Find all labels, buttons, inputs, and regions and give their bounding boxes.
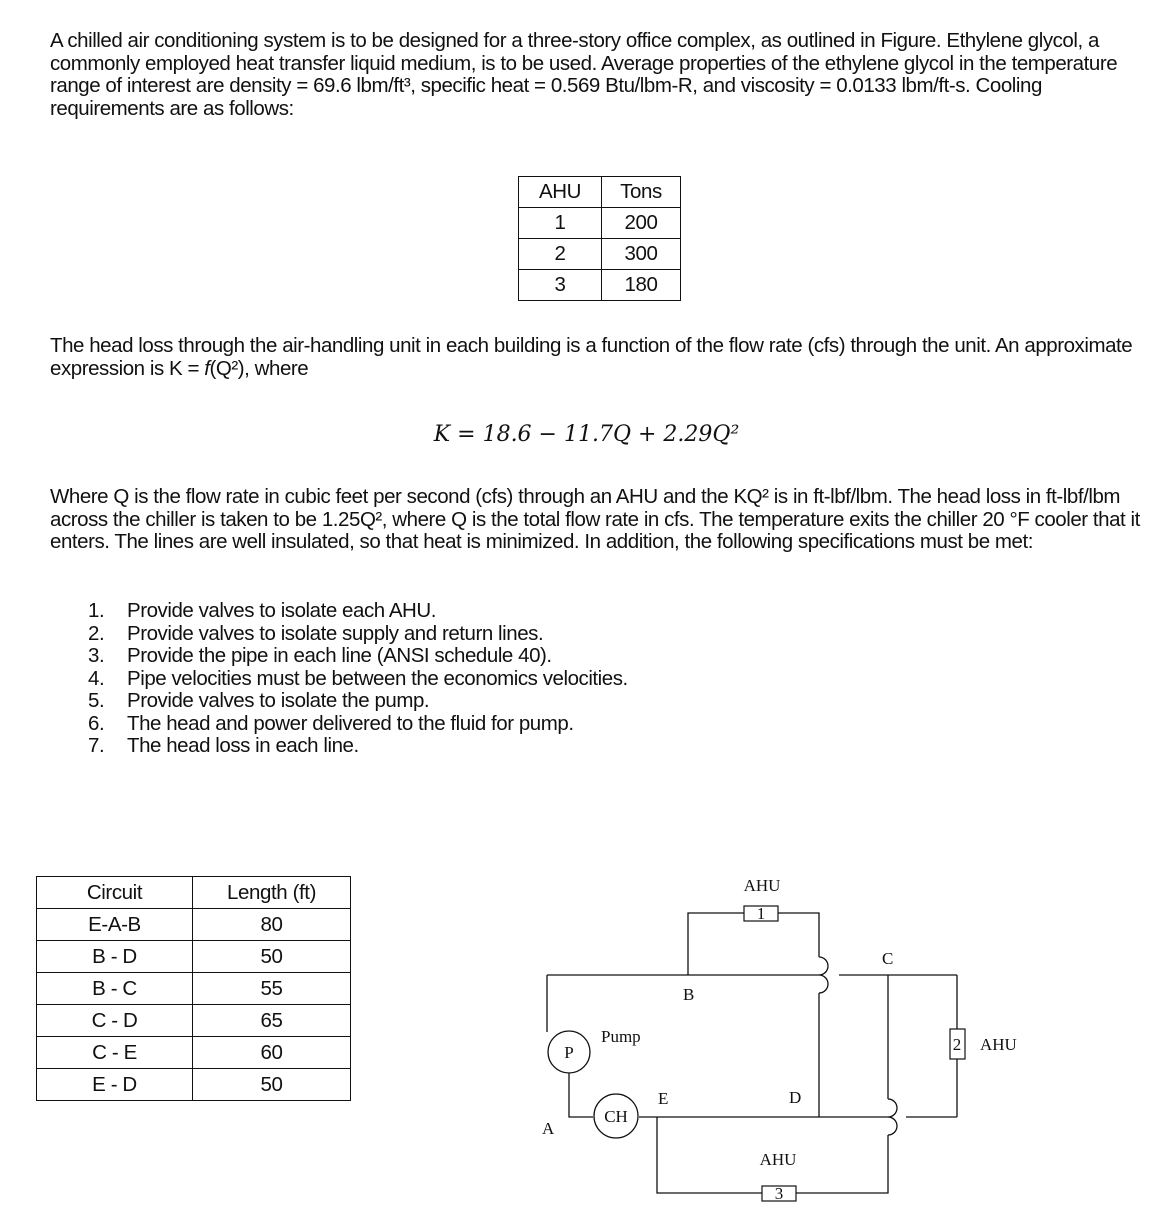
pump-label: Pump <box>601 1027 641 1046</box>
problem-intro: A chilled air conditioning system is to be designed for a three-story office complex, as outlined in Figure. Ethylene glycol, a commonly employed heat transfer liquid medium, is to be used. Average properties of the ethylene glycol in the temperature range of interest are density = 69.6 lbm/ft³, specific heat = 0.569 Btu/lbm-R, and viscosity = 0.0133 lbm/ft-s. Cooling requirements are as follows: <box>50 29 1118 120</box>
list-number: 1. <box>88 599 105 622</box>
list-text: Provide the pipe in each line (ANSI schedule 40). <box>127 644 552 667</box>
where-paragraph: Where Q is the flow rate in cubic feet per second (cfs) through an AHU and the KQ² is in ft-lbf/lbm. The head loss in ft-lbf/lbm across the chiller is taken to be 1.25Q², where Q is the total flow rate in cfs. The temperature exits the chiller 20 °F cooler that it enters. The lines are well insulated, so that heat is minimized. In addition, the following specifications must be met: <box>50 485 1140 553</box>
list-item <box>50 623 628 646</box>
table-cell: 65 <box>193 1005 351 1037</box>
list-item <box>50 668 628 691</box>
spec-list <box>50 600 628 758</box>
ahu3-label: AHU <box>759 1150 797 1169</box>
ahu1-label: AHU <box>743 876 781 895</box>
list-number: 3. <box>88 644 105 667</box>
column-header: Length (ft) <box>193 877 351 909</box>
list-number: 6. <box>88 711 105 735</box>
list-item <box>50 713 628 736</box>
list-text: The head loss in each line. <box>127 734 359 757</box>
head-loss-equation: K = 18.6 − 11.7Q + 2.29Q² <box>433 422 740 447</box>
pipe-lines <box>547 913 957 1193</box>
list-item <box>50 600 628 623</box>
node-d-label: D <box>789 1088 802 1107</box>
head-loss-text <box>50 335 1150 380</box>
table-cell: 1 <box>519 208 602 239</box>
node-b-label: B <box>683 985 695 1004</box>
table-cell: 50 <box>193 941 351 973</box>
head-loss-text-b: (Q²), where <box>209 356 309 380</box>
list-number: 4. <box>88 666 105 690</box>
list-text: Provide valves to isolate the pump. <box>127 689 430 712</box>
table-row <box>519 208 681 239</box>
list-text: Provide valves to isolate supply and return lines. <box>127 621 544 645</box>
node-c-label: C <box>882 949 894 968</box>
table-cell: E-A-B <box>37 909 193 941</box>
head-loss-text-a: The head loss through the air-handling unit in each building is a function of the flow rate (cfs) through the unit. An approximate expression is K = <box>50 334 1133 380</box>
table-row <box>519 239 681 270</box>
ahu1-loop <box>688 913 819 975</box>
function-symbol: f <box>204 356 210 380</box>
table-cell: 180 <box>602 270 681 301</box>
list-item <box>50 735 628 758</box>
crossover-hop <box>888 1099 897 1135</box>
table-cell: 50 <box>193 1069 351 1101</box>
ahu3-number: 3 <box>774 1184 784 1203</box>
table-row <box>519 270 681 301</box>
table-cell: C - E <box>37 1037 193 1069</box>
table-header-row <box>519 177 681 208</box>
ahu-table <box>518 176 681 301</box>
list-number: 2. <box>88 621 105 645</box>
list-number: 5. <box>88 689 105 712</box>
pump-discharge-line <box>569 1071 593 1117</box>
list-text: The head and power delivered to the fluid for pump. <box>127 711 574 735</box>
column-header: AHU <box>519 177 602 208</box>
piping-network-diagram <box>0 860 1173 1216</box>
chiller-letters: CH <box>604 1107 628 1126</box>
list-text: Provide valves to isolate each AHU. <box>127 599 436 622</box>
pump-letter: P <box>564 1043 574 1062</box>
list-item <box>50 645 628 668</box>
crossover-hop <box>819 957 828 993</box>
table-cell: 3 <box>519 270 602 301</box>
ahu2-label: AHU <box>980 1035 1017 1054</box>
table-cell: B - C <box>37 973 193 1005</box>
ahu2-number: 2 <box>952 1035 962 1054</box>
list-text: Pipe velocities must be between the economics velocities. <box>127 666 628 690</box>
column-header: Tons <box>602 177 681 208</box>
ahu1-number: 1 <box>756 904 766 923</box>
list-number: 7. <box>88 734 105 757</box>
table-cell: 2 <box>519 239 602 270</box>
table-cell: C - D <box>37 1005 193 1037</box>
table-cell: 300 <box>602 239 681 270</box>
table-cell: 55 <box>193 973 351 1005</box>
table-cell: B - D <box>37 941 193 973</box>
list-item <box>50 690 628 713</box>
node-a-label: A <box>542 1119 555 1138</box>
table-cell: 80 <box>193 909 351 941</box>
node-e-label: E <box>658 1089 669 1108</box>
table-cell: E - D <box>37 1069 193 1101</box>
table-cell: 200 <box>602 208 681 239</box>
column-header: Circuit <box>37 877 193 909</box>
table-cell: 60 <box>193 1037 351 1069</box>
